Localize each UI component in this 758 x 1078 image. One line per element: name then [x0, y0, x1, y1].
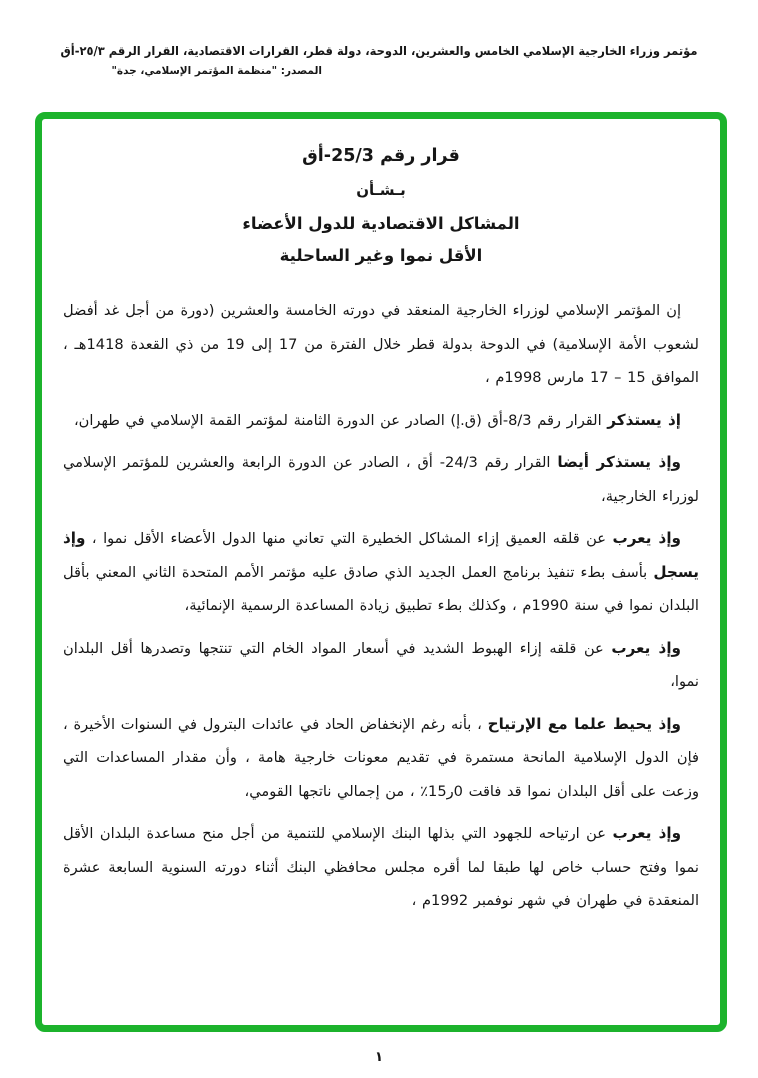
- paragraph-lead: وإذ يعرب: [612, 529, 681, 547]
- resolution-regarding-title: بـشـأن: [356, 181, 406, 199]
- paragraphs: [63, 294, 699, 918]
- page-header: [0, 44, 758, 77]
- paragraph-text: القرار رقم 24/3- أق ، الصادر عن الدورة الرابعة والعشرين للمؤتمر الإسلامي لوزراء الخارجية،: [63, 454, 699, 505]
- paragraph: [63, 446, 699, 513]
- paragraph-lead: وإذ يسجل: [63, 529, 699, 581]
- paragraph: [63, 708, 699, 809]
- page-number: ١: [374, 1049, 384, 1065]
- resolution-subject-title: المشاكل الاقتصادية للدول الأعضاء: [242, 214, 520, 233]
- resolution-title-block: [63, 146, 699, 265]
- paragraph-text: القرار رقم 8/3-أق (ق.إ) الصادر عن الدورة الثامنة لمؤتمر القمة الإسلامي في طهران،: [73, 411, 608, 429]
- paragraph: [63, 632, 699, 699]
- resolution-number-title: قرار رقم 25/3-أق: [302, 146, 460, 166]
- paragraph-lead: وإذ يحيط علما مع الإرتياح: [487, 714, 682, 733]
- paragraph-text: عن قلقه العميق إزاء المشاكل الخطيرة التي تعاني منها الدول الأعضاء الأقل نموا ،: [85, 530, 613, 547]
- paragraph-text: بأسف بطء تنفيذ برنامج العمل الجديد الذي صادق عليه مؤتمر الأمم المتحدة الثاني المعني بأقل البلدان نموا في سنة 1990م ، وكذلك بطء تطبيق زيادة المساعدة الرسمية الإنمائية،: [63, 563, 699, 614]
- header-source-line: المصدر: "منظمة المؤتمر الإسلامي، جدة": [111, 65, 322, 77]
- paragraph-lead: وإذ يعرب: [611, 638, 681, 657]
- paragraph-lead: وإذ يعرب: [612, 824, 682, 842]
- paragraph-lead: إذ يستذكر: [607, 410, 681, 429]
- paragraph: [63, 522, 699, 623]
- paragraph: [63, 294, 699, 395]
- decision-border: [35, 112, 727, 1032]
- resolution-subject-subtitle: الأقل نموا وغير الساحلية: [279, 246, 483, 265]
- paragraph-text: إن المؤتمر الإسلامي لوزراء الخارجية المنعقد في دورته الخامسة والعشرين (دورة من أجل غد أفضل لشعوب الأمة الإسلامية) في الدوحة بدولة قطر خلال الفترة من 17 إلى 19 من ذي القعدة 1418هـ ، الموافق 15 – 17 مارس 1998م ،: [63, 302, 699, 386]
- paragraph-text: ، بأنه رغم الإنخفاض الحاد في عائدات البترول في السنوات الأخيرة ، فإن الدول الإسلامية المانحة مستمرة في تقديم معونات خارجية هامة ، وأن مقدار المساعدات التي وزعت على أقل البلدان نموا قد فاقت 0ر15٪ ، من إجمالي ناتجها القومي،: [63, 715, 699, 800]
- header-citation-line: مؤتمر وزراء الخارجية الإسلامي الخامس والعشرين، الدوحة، دولة قطر، القرارات الاقتصادية، القرار الرقم ٢٥/٣-أق: [60, 43, 698, 59]
- paragraph: [63, 817, 699, 918]
- paragraph-text: عن ارتياحه للجهود التي بذلها البنك الإسلامي للتنمية من أجل منح مساعدة البلدان الأقل نموا وفتح حساب خاص لها طبقا لما أقره مجلس محافظي البنك أثناء دورته السنوية السابعة عشرة المنعقدة في طهران في شهر نوفمبر 1992م ،: [63, 825, 699, 909]
- paragraph-text: عن قلقه إزاء الهبوط الشديد في أسعار المواد الخام التي تنتجها وتصدرها أقل البلدان نموا،: [63, 639, 699, 690]
- paragraph-lead: وإذ يستذكر أيضا: [557, 453, 681, 471]
- paragraph: [63, 404, 699, 438]
